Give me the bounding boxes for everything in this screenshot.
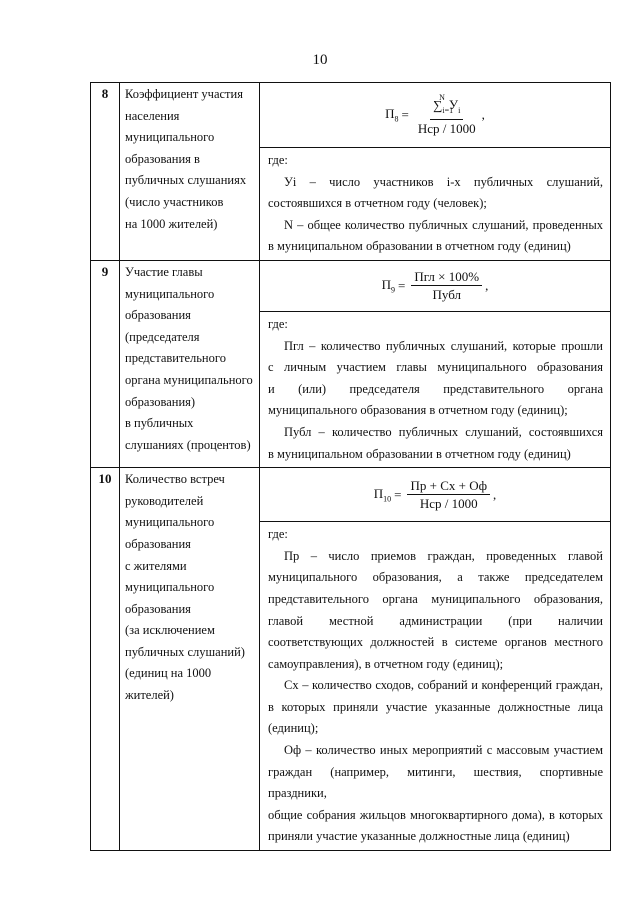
formula-equals: = xyxy=(398,277,406,293)
indicator-name-line: образования xyxy=(125,601,191,616)
indicator-name-line: публичных слушаний) xyxy=(125,644,245,659)
row-number: 10 xyxy=(91,468,120,851)
indicator-name-line: органа муниципального xyxy=(125,372,253,387)
table-row xyxy=(91,468,611,851)
formula-index: 8 xyxy=(394,114,399,124)
indicator-name-line: образования xyxy=(125,308,191,323)
table-row xyxy=(91,260,611,467)
indicator-name-line: образования xyxy=(125,536,191,551)
sum-upper-index: N xyxy=(439,93,445,103)
description-line: муниципального образования в отчетном году (единиц); xyxy=(268,403,568,418)
sum-term: У xyxy=(448,97,459,113)
formula-equals: = xyxy=(394,486,402,502)
indicator-name-line: Коэффициент участия xyxy=(125,87,243,101)
row-number: 8 xyxy=(91,83,120,261)
description-line: Оф – количество иных мероприятий с массовым участием xyxy=(284,743,603,758)
formula-numerator-text: Пр + Сх + Оф xyxy=(410,478,488,494)
formula-numerator xyxy=(411,269,482,286)
description-line: N – общее количество публичных слушаний, проведенных xyxy=(284,217,603,232)
indicator-name-line: руководителей xyxy=(125,493,204,508)
formula-description xyxy=(260,522,610,850)
description-line: в которых приняли участие указанные должностные лица xyxy=(268,699,603,714)
formula-comma: , xyxy=(493,486,497,502)
description-line: где: xyxy=(268,527,288,542)
indicator-name-line: (число участников xyxy=(125,194,224,209)
indicator-name-line: Количество встреч xyxy=(125,472,225,487)
description-line: муниципального образования, а также председателем xyxy=(268,570,603,585)
indicator-name-line: жителей) xyxy=(125,688,174,703)
formula-numerator xyxy=(407,478,490,495)
indicator-name-line: муниципального xyxy=(125,515,215,530)
indicator-name-line: слушаниях (процентов) xyxy=(125,437,251,452)
indicator-name-line: (председателя xyxy=(125,329,200,344)
formula-symbol: П xyxy=(385,106,395,122)
formula-description xyxy=(260,312,610,467)
indicator-name-line: с жителями xyxy=(125,558,187,573)
description-line: соответствующих должностей в системе органов местного xyxy=(268,635,603,650)
formula-index: 9 xyxy=(391,285,396,295)
description-line: представительного органа муниципального образования, xyxy=(268,591,603,606)
formula-fraction xyxy=(407,478,490,511)
description-line: и (или) председателя представительного органа xyxy=(268,381,603,396)
formula-denominator: Нср / 1000 xyxy=(419,496,478,512)
sum-term-index: i xyxy=(458,105,461,115)
formula-fraction xyxy=(415,94,479,136)
description-line: приняли участие указанные должностные лица (единиц) xyxy=(268,829,570,844)
sum-lower-index: i=1 xyxy=(442,105,454,115)
description-line: (единиц); xyxy=(268,721,319,736)
formula-cell xyxy=(260,260,611,467)
description-line: общие собрания жильцов многоквартирного дома), в которых xyxy=(268,807,603,822)
indicator-name-line: публичных слушаниях xyxy=(125,173,247,188)
indicator-name-line: муниципального xyxy=(125,286,215,301)
indicator-name-line: (за исключением xyxy=(125,623,215,638)
indicator-name xyxy=(120,468,260,851)
description-line: в муниципальном образовании в отчетном году (единиц) xyxy=(268,239,571,254)
formula-equals: = xyxy=(401,107,409,122)
formula-lhs xyxy=(374,486,391,504)
description-line: с личным участием главы муниципального образования xyxy=(268,360,603,375)
indicator-name-line: населения xyxy=(125,108,180,123)
formula-comma: , xyxy=(485,277,489,293)
description-line: Пгл – количество публичных слушаний, которые прошли xyxy=(284,338,603,353)
indicator-name xyxy=(120,83,260,261)
formula-symbol: П xyxy=(373,485,384,501)
description-line: Пр – число приемов граждан, проведенных главой xyxy=(284,548,603,563)
indicator-name-line: на 1000 жителей) xyxy=(125,216,218,231)
description-line: главой местной администрации (при наличии xyxy=(268,613,603,628)
description-line: граждан (например, митинги, шествия, спортивные праздники, xyxy=(268,764,603,801)
page-number: 10 xyxy=(312,52,328,68)
formula-numerator-text: Пгл × 100% xyxy=(414,269,480,285)
formula-denominator: Публ xyxy=(432,287,461,303)
indicator-name-line: муниципального xyxy=(125,130,215,145)
formula-lhs xyxy=(385,106,398,124)
table-row xyxy=(91,83,611,261)
description-line: где: xyxy=(268,153,288,167)
formula-comma: , xyxy=(481,107,485,122)
formula-symbol: П xyxy=(381,277,392,293)
formula xyxy=(260,83,610,148)
formula-index: 10 xyxy=(383,494,392,504)
indicator-name-line: представительного xyxy=(125,351,226,366)
formula-lhs xyxy=(382,277,395,295)
formula xyxy=(260,468,610,522)
formula xyxy=(260,261,610,312)
indicator-name-line: образования) xyxy=(125,394,196,409)
indicator-name-line: образования в xyxy=(125,151,200,166)
description-line: Уi – число участников i-х публичных слушаний, xyxy=(284,174,603,189)
indicator-name-line: Участие главы xyxy=(125,264,203,279)
formula-numerator xyxy=(430,94,463,120)
description-line: в муниципальном образовании в отчетном году (единиц) xyxy=(268,446,571,461)
formula-fraction xyxy=(411,269,482,302)
row-number: 9 xyxy=(91,260,120,467)
description-line: Публ – количество публичных слушаний, состоявшихся xyxy=(284,424,603,439)
formula-cell xyxy=(260,83,611,261)
indicators-table xyxy=(90,82,611,851)
indicator-name-line: в публичных xyxy=(125,416,194,431)
description-line: где: xyxy=(268,316,288,331)
indicator-name-line: (единиц на 1000 xyxy=(125,666,212,681)
formula-cell xyxy=(260,468,611,851)
formula-denominator: Нср / 1000 xyxy=(417,120,476,136)
description-line: самоуправления), в отчетном году (единиц); xyxy=(268,656,504,671)
sum-sign: ∑ xyxy=(433,97,443,113)
indicator-name-line: муниципального xyxy=(125,580,215,595)
description-line: Сх – количество сходов, собраний и конференций граждан, xyxy=(284,678,603,693)
formula-description xyxy=(260,148,610,260)
indicator-name xyxy=(120,260,260,467)
description-line: состоявшихся в отчетном году (человек); xyxy=(268,196,487,211)
